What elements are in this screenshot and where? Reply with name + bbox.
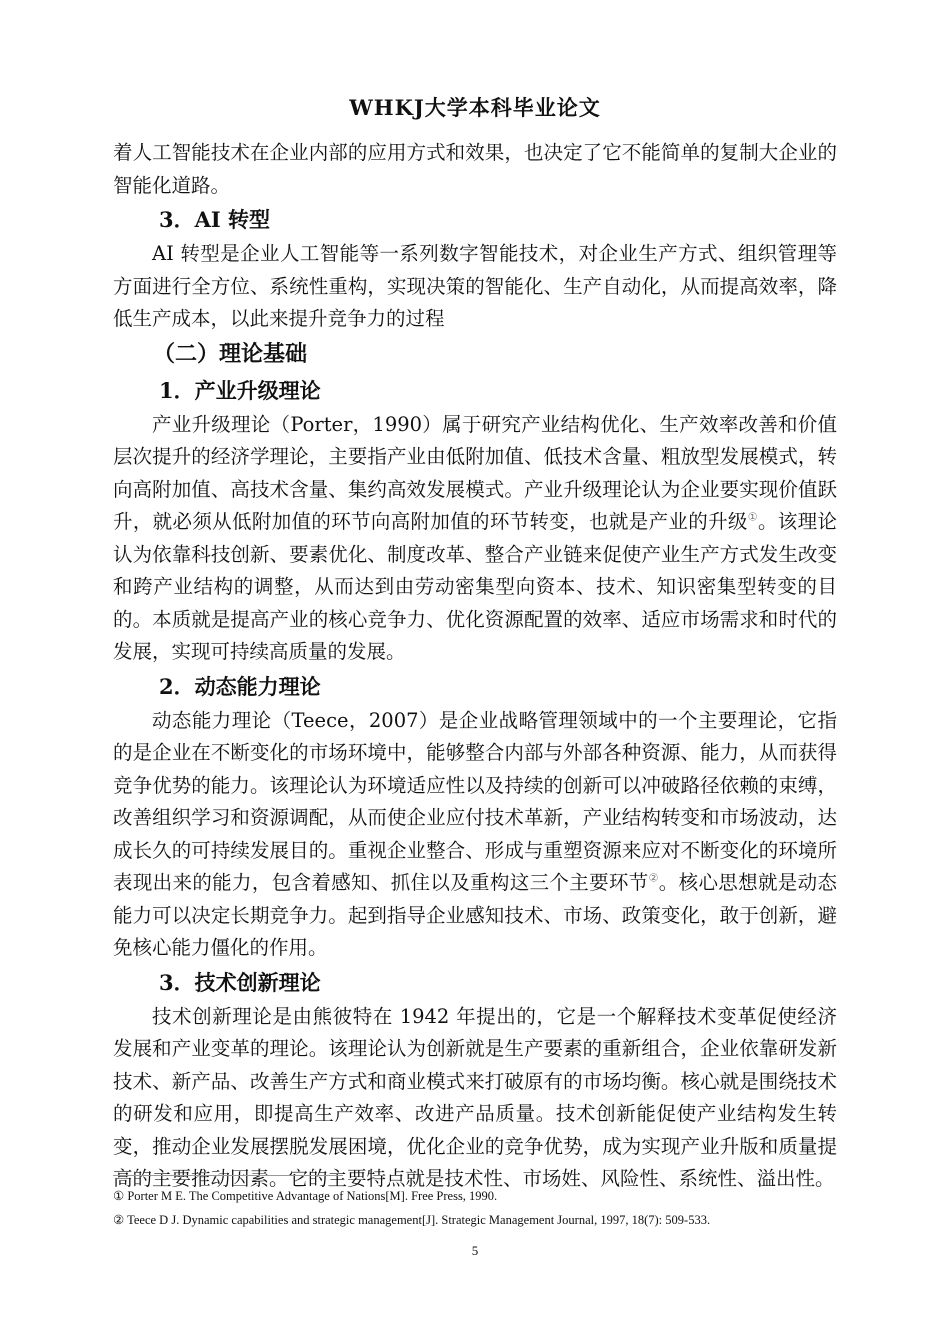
paragraph-text: 动态能力理论（Teece，2007）是企业战略管理领域中的一个主要理论，它指的是企业在不断变化的市场环境中，能够整合内部与外部各种资源、能力，从而获得竞争优势的能力。该理论认为环境适应性以及持续的创新可以冲破路径依赖的束缚，改善组织学习和资源调配，从而使企业应付技术革新，产业结构转变和市场波动，达成长久的可持续发展目的。重视企业整合、形成与重塑资源来应对不断变化的环境所表现出来的能力，包含着感知、抓住以及重构这三个主要环节 [113, 708, 837, 894]
paragraph-dynamic-capability [113, 705, 837, 965]
paragraph-industrial-upgrading [113, 409, 837, 669]
document-body [113, 137, 837, 1196]
heading-industrial-upgrading-theory: 1．产业升级理论 [159, 377, 321, 403]
footnote-1: ① Porter M E. The Competitive Advantage of Nations[M]. Free Press, 1990. [113, 1189, 498, 1203]
heading-ai-transformation: 3．AI 转型 [159, 207, 271, 232]
heading-dynamic-capability-theory: 2．动态能力理论 [159, 673, 321, 699]
paragraph-text: 。核心思想就是动态能力可以决定长期竞争力。起到指导企业感知技术、市场、政策变化，敢于创新，避免核心能力僵化的作用。 [113, 871, 837, 959]
paragraph-ai-transformation: AI 转型是企业人工智能等一系列数字智能技术，对企业生产方式、组织管理等方面进行全方位、系统性重构，实现决策的智能化、生产自动化，从而提高效率，降低生产成本，以此来提升竞争力的过程 [113, 242, 837, 330]
footnotes [113, 1184, 853, 1232]
paragraph-text: 。该理论认为依靠科技创新、要素优化、制度改革、整合产业链来促使产业生产方式发生改变和跨产业结构的调整，从而达到由劳动密集型向资本、技术、知识密集型转变的目的。本质就是提高产业的核心竞争力、优化资源配置的效率、适应市场需求和时代的发展，实现可持续高质量的发展。 [113, 510, 837, 663]
heading-technological-innovation-theory: 3．技术创新理论 [159, 969, 321, 995]
continued-paragraph: 着人工智能技术在企业内部的应用方式和效果，也决定了它不能简单的复制大企业的智能化道路。 [113, 141, 837, 197]
footnote-reference-2[interactable]: ② [648, 871, 659, 885]
paragraph-technological-innovation: 技术创新理论是由熊彼特在 1942 年提出的，它是一个解释技术变革促使经济发展和产业变革的理论。该理论认为创新就是生产要素的重新组合，企业依靠研发新技术、新产品、改善生产方式和商业模式来打破原有的市场均衡。核心就是围绕技术的研发和应用，即提高生产效率、改进产品质量。技术创新能促使产业结构发生转变，推动企业发展摆脱发展困境，优化企业的竞争优势，成为实现产业升版和质量提高的主要推动因素。它的主要特点就是技术性、市场姓、风险性、系统性、溢出性。 [113, 1004, 837, 1190]
paragraph-text: 产业升级理论（Porter，1990）属于研究产业结构优化、生产效率改善和价值层次提升的经济学理论，主要指产业由低附加值、低技术含量、粗放型发展模式，转向高附加值、高技术含量、集约高效发展模式。产业升级理论认为企业要实现价值跃升，就必须从低附加值的环节向高附加值的环节转变，也就是产业的升级 [113, 412, 837, 533]
footnote-divider [113, 1175, 343, 1176]
page-header-title: WHKJ大学本科毕业论文 [349, 95, 601, 120]
heading-theoretical-basis: （二）理论基础 [153, 340, 308, 367]
page-number: 5 [471, 1243, 479, 1258]
footnote-2: ② Teece D J. Dynamic capabilities and strategic management[J]. Strategic Management Journal, 1997, 18(7): 509-533. [113, 1213, 711, 1227]
footnote-reference-1[interactable]: ① [747, 510, 758, 524]
